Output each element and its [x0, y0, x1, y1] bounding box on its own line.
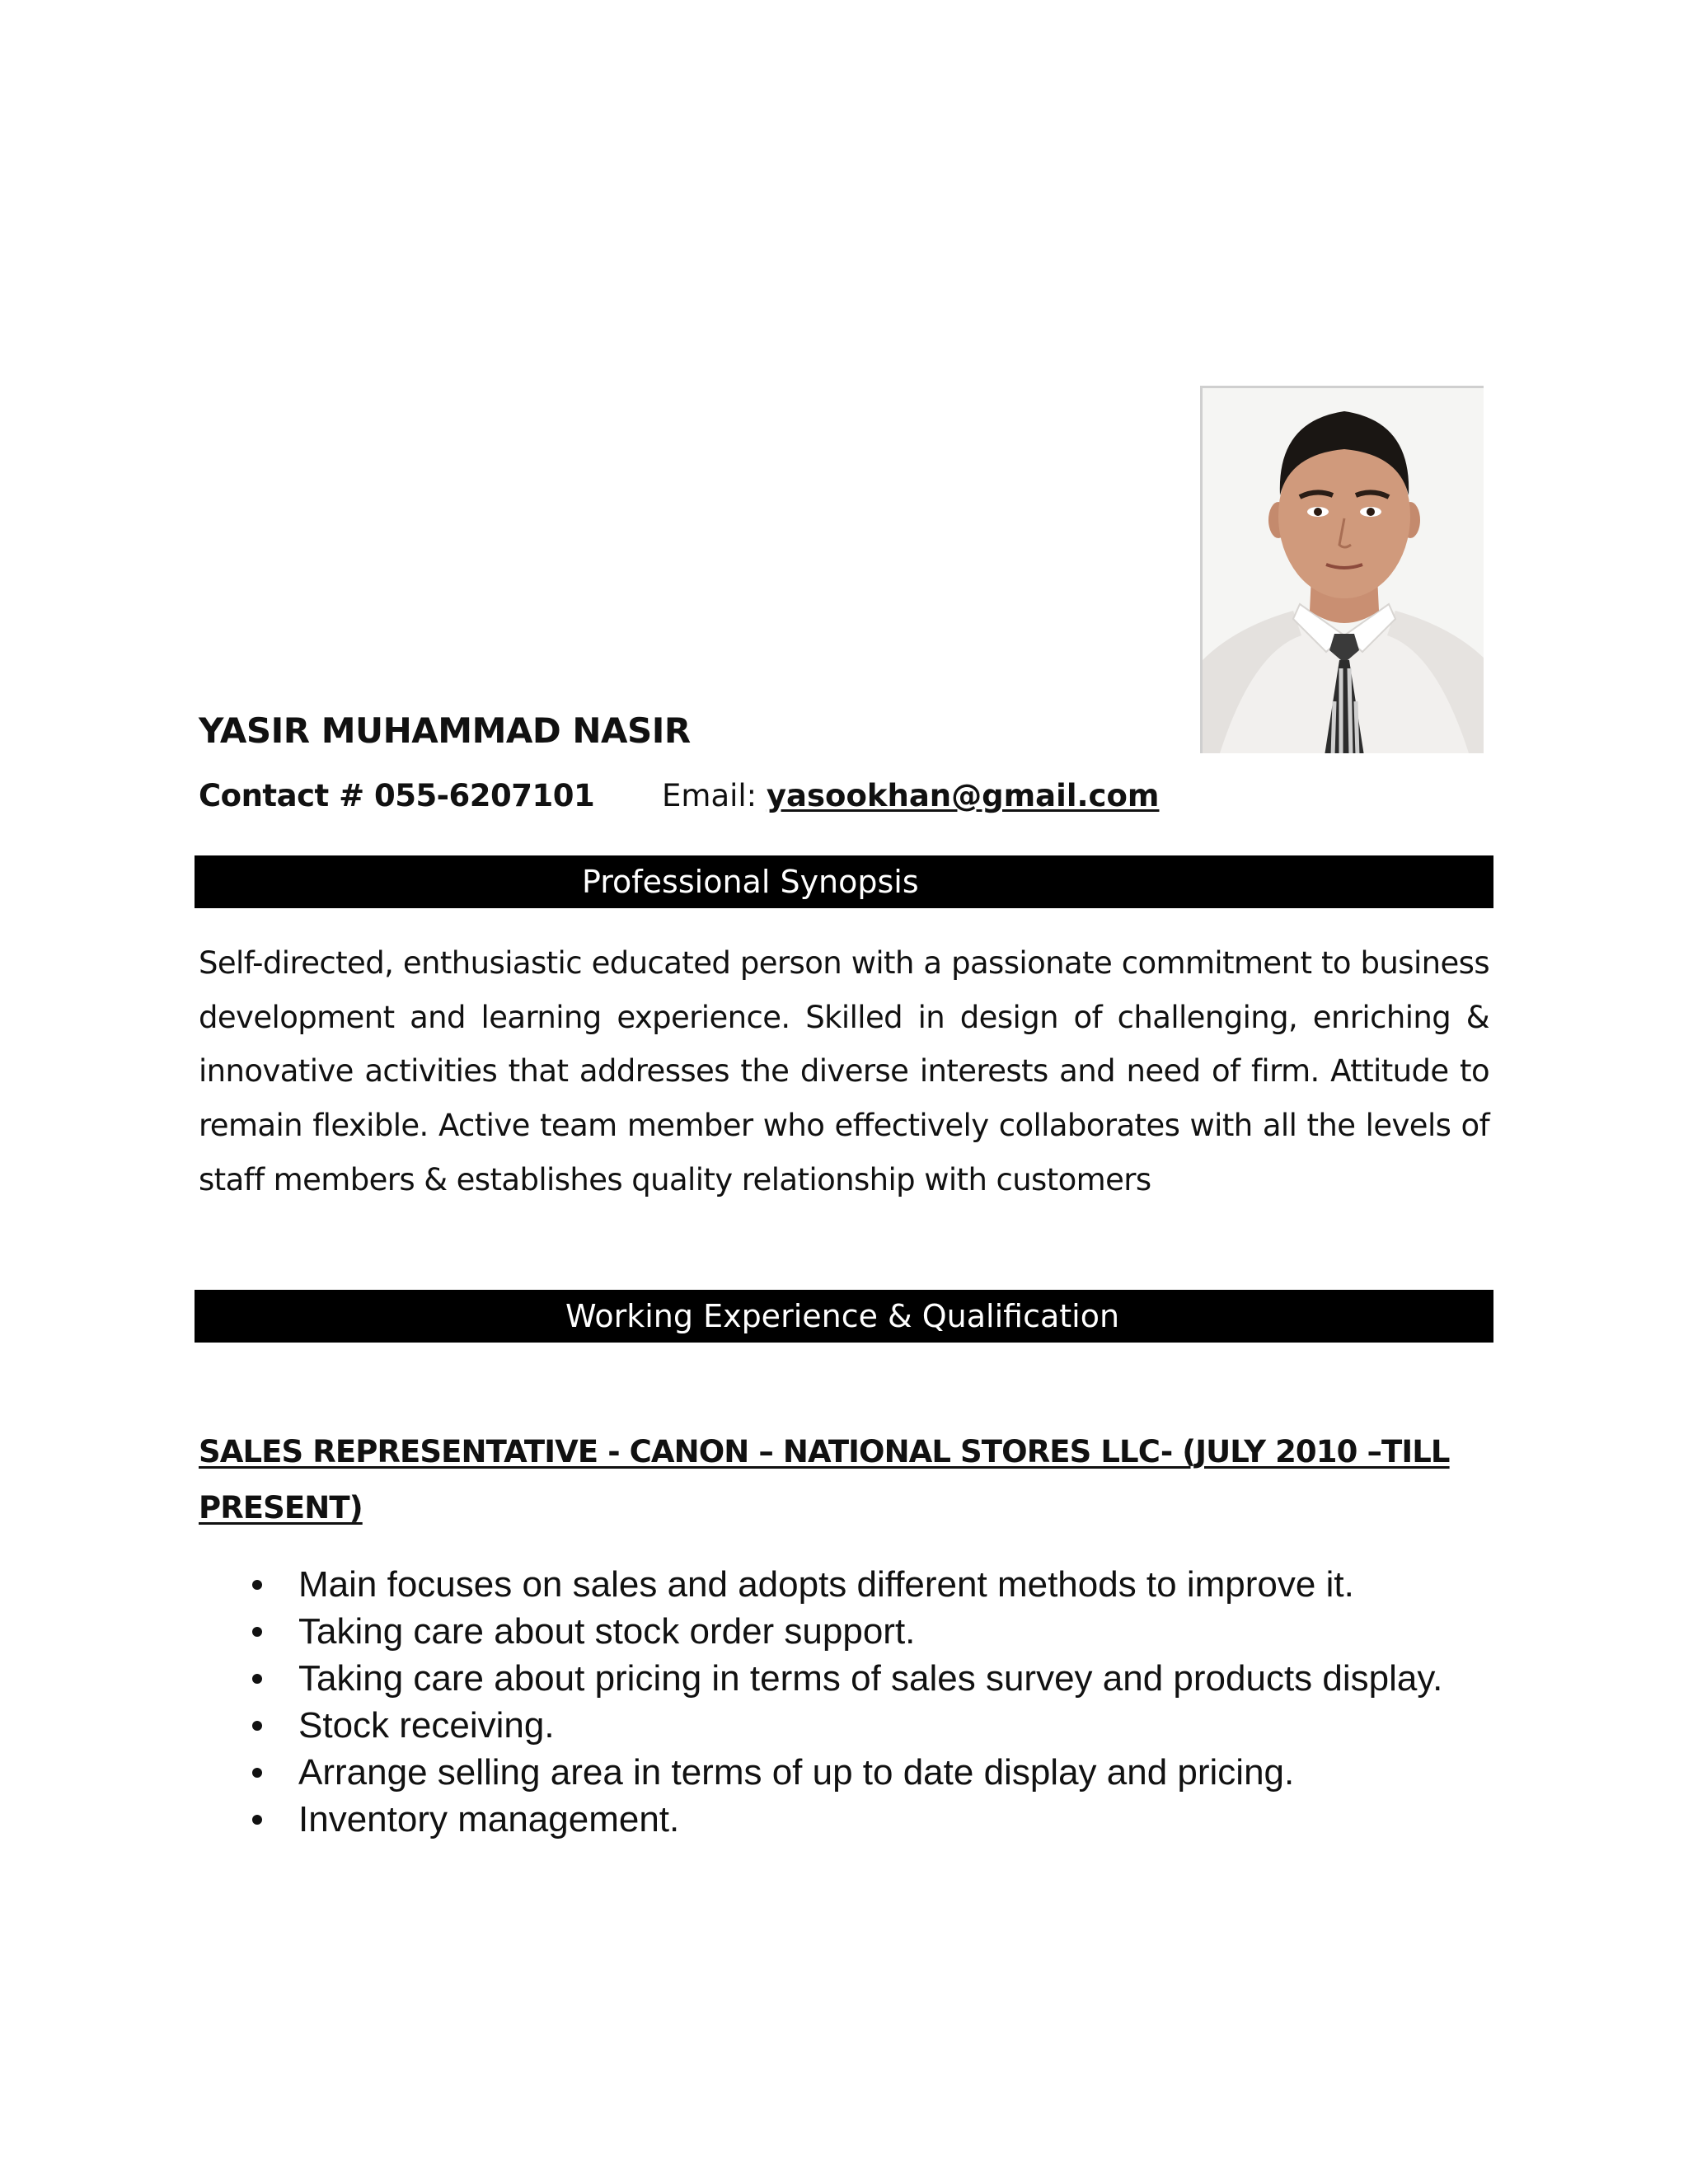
contact-number: Contact # 055-6207101	[199, 778, 595, 813]
email-link[interactable]: yasookhan@gmail.com	[766, 778, 1160, 813]
duty-text: Main focuses on sales and adopts different methods to improve it.	[298, 1564, 1354, 1605]
contact-line	[199, 778, 1159, 813]
email-label: Email:	[662, 778, 757, 813]
experience-heading-bar	[195, 1290, 1493, 1343]
bullet-icon	[252, 1674, 262, 1684]
bullet-icon	[252, 1627, 262, 1637]
duty-item	[247, 1750, 1484, 1795]
candidate-name: YASIR MUHAMMAD NASIR	[199, 710, 691, 751]
synopsis-heading: Professional Synopsis	[582, 864, 919, 900]
duty-item	[247, 1656, 1484, 1701]
duty-text: Inventory management.	[298, 1799, 680, 1840]
bullet-icon	[252, 1721, 262, 1731]
experience-heading: Working Experience & Qualification	[565, 1298, 1120, 1334]
duties-list	[247, 1562, 1484, 1844]
duty-text: Stock receiving.	[298, 1705, 555, 1746]
bullet-icon	[252, 1815, 262, 1825]
synopsis-heading-bar	[195, 855, 1493, 908]
duty-item	[247, 1609, 1484, 1654]
job-title: SALES REPRESENTATIVE - CANON – NATIONAL STORES LLC- (JULY 2010 –TILL PRESENT)	[199, 1434, 1450, 1526]
duty-item	[247, 1562, 1484, 1607]
duty-text: Taking care about pricing in terms of sales survey and products display.	[298, 1658, 1443, 1699]
synopsis-text: Self-directed, enthusiastic educated person with a passionate commitment to business development and learning experience. Skilled in design of challenging, enriching & innovative activities that addresses the diverse interests and need of firm. Attitude to remain flexible. Active team member who effectively collaborates with all the levels of staff members & establishes quality relationship with customers	[199, 945, 1489, 1197]
duty-text: Taking care about stock order support.	[298, 1611, 916, 1652]
bullet-icon	[252, 1768, 262, 1778]
profile-photo	[1200, 386, 1484, 753]
duty-item	[247, 1797, 1484, 1842]
duty-text: Arrange selling area in terms of up to date display and pricing.	[298, 1752, 1295, 1793]
bullet-icon	[252, 1580, 262, 1590]
duty-item	[247, 1703, 1484, 1748]
